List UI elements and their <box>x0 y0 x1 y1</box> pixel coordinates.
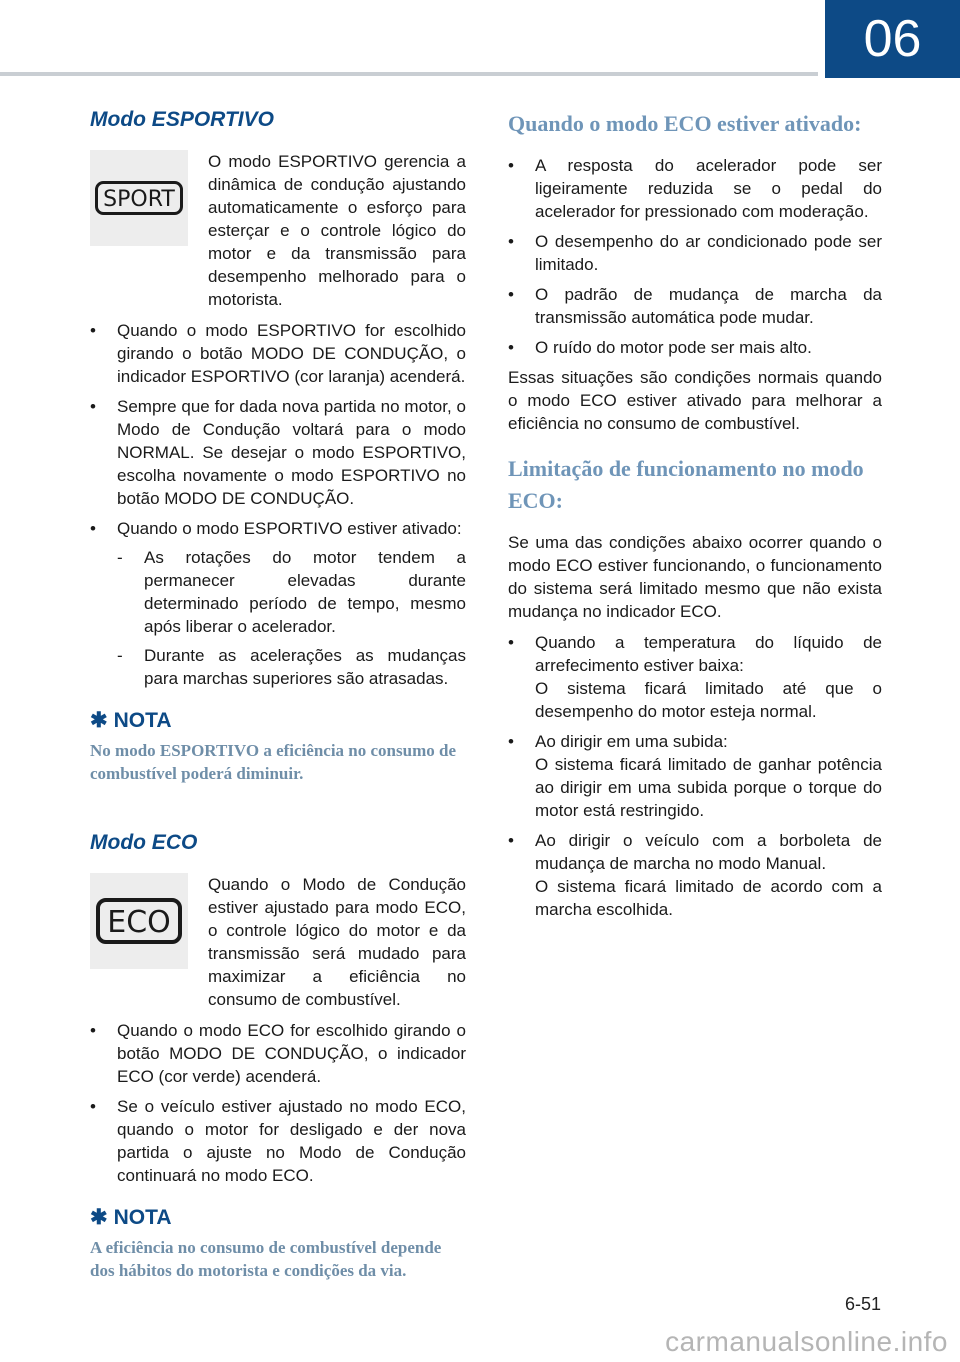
list-item: • Se o veículo estiver ajustado no modo ECO, quando o motor for desligado e der nova partida o ajuste no Modo de Condução continuará no modo ECO. <box>90 1095 466 1187</box>
left-column <box>90 108 466 1290</box>
eco-note-text: A eficiência no consumo de combustível depende dos hábitos do motorista e condições da via. <box>90 1238 442 1280</box>
list-item <box>508 829 882 921</box>
watermark: carmanualsonline.info <box>665 1326 948 1357</box>
eco-intro-text: Quando o Modo de Condução estiver ajustado para modo ECO, o controle lógico do motor e da transmissão será mudado para maximizar a eficiência no consumo de combustível. <box>208 875 466 1009</box>
note-title: NOTA <box>113 708 172 732</box>
sport-intro-text: O modo ESPORTIVO gerencia a dinâmica de condução ajustando automaticamente o esforço para esterçar e o controle lógico do motor e da transmissão para desempenho melhorado para o motorista. <box>208 152 466 309</box>
sport-bullet-list <box>90 319 466 690</box>
result-text: O sistema ficará limitado de ganhar potência ao dirigir em uma subida porque o torque do motor está restringido. <box>535 755 882 820</box>
header-rule <box>0 72 818 76</box>
result-text: O sistema ficará limitado de acordo com a marcha escolhida. <box>535 877 882 919</box>
eco-active-list <box>508 154 882 359</box>
list-item: • Quando o modo ESPORTIVO for escolhido girando o botão MODO DE CONDUÇÃO, o indicador ESPORTIVO (cor laranja) acenderá. <box>90 319 466 388</box>
note-title: NOTA <box>113 1205 172 1229</box>
sub-list-item: - As rotações do motor tendem a permanecer elevadas durante determinado período de tempo, mesmo após liberar o acelerador. <box>117 546 466 638</box>
limitation-heading: Limitação de funcionamento no modo ECO: <box>508 456 864 513</box>
eco-mode-heading: Modo ECO <box>90 831 198 854</box>
list-item: • O desempenho do ar condicionado pode ser limitado. <box>508 230 882 276</box>
note-cross-icon: ✱ <box>90 1206 108 1229</box>
list-item: • O padrão de mudança de marcha da transmissão automática pode mudar. <box>508 283 882 329</box>
eco-active-closing: Essas situações são condições normais quando o modo ECO estiver ativado para melhorar a eficiência no consumo de combustível. <box>508 368 882 433</box>
sport-mode-heading: Modo ESPORTIVO <box>90 108 274 131</box>
list-item <box>90 517 466 690</box>
svg-text:SPORT: SPORT <box>103 187 175 212</box>
eco-icon <box>90 873 188 969</box>
limitation-list <box>508 631 882 921</box>
sport-note-text: No modo ESPORTIVO a eficiência no consumo de combustível poderá diminuir. <box>90 741 456 783</box>
page-number: 6-51 <box>845 1294 882 1314</box>
right-column <box>508 108 882 928</box>
result-text: O sistema ficará limitado até que o desempenho do motor esteja normal. <box>535 679 882 721</box>
sport-intro-block <box>90 150 466 311</box>
condition-text: • Ao dirigir o veículo com a borboleta de mudança de marcha no modo Manual. <box>535 831 882 873</box>
list-item <box>508 631 882 723</box>
eco-intro-block <box>90 873 466 1011</box>
list-item-text: • Quando o modo ESPORTIVO estiver ativado: <box>117 519 462 538</box>
note-cross-icon: ✱ <box>90 709 108 732</box>
eco-active-heading: Quando o modo ECO estiver ativado: <box>508 111 862 136</box>
list-item <box>508 730 882 822</box>
svg-text:ECO: ECO <box>107 905 171 940</box>
list-item: • Sempre que for dada nova partida no motor, o Modo de Condução voltará para o modo NORMAL. Se desejar o modo ESPORTIVO, escolha novamente o modo ESPORTIVO no botão MODO DE CONDUÇÃO. <box>90 395 466 510</box>
sub-list-item: - Durante as acelerações as mudanças para marchas superiores são atrasadas. <box>117 644 466 690</box>
list-item: • A resposta do acelerador pode ser ligeiramente reduzida se o pedal do acelerador for pressionado com moderação. <box>508 154 882 223</box>
list-item: • Quando o modo ECO for escolhido girando o botão MODO DE CONDUÇÃO, o indicador ECO (cor verde) acenderá. <box>90 1019 466 1088</box>
condition-text: • Quando a temperatura do líquido de arrefecimento estiver baixa: <box>535 633 882 675</box>
eco-note-heading <box>90 1205 466 1230</box>
limitation-intro: Se uma das condições abaixo ocorrer quando o modo ECO estiver funcionando, o funcionamento do sistema será limitado mesmo que não exista mudança no indicador ECO. <box>508 533 882 621</box>
sport-note-heading <box>90 708 466 733</box>
list-item: • O ruído do motor pode ser mais alto. <box>508 336 882 359</box>
sport-icon <box>90 150 188 246</box>
eco-bullet-list <box>90 1019 466 1187</box>
sport-sub-list <box>117 546 466 690</box>
condition-text: • Ao dirigir em uma subida: <box>535 732 728 751</box>
chapter-tab: 06 <box>825 0 960 78</box>
